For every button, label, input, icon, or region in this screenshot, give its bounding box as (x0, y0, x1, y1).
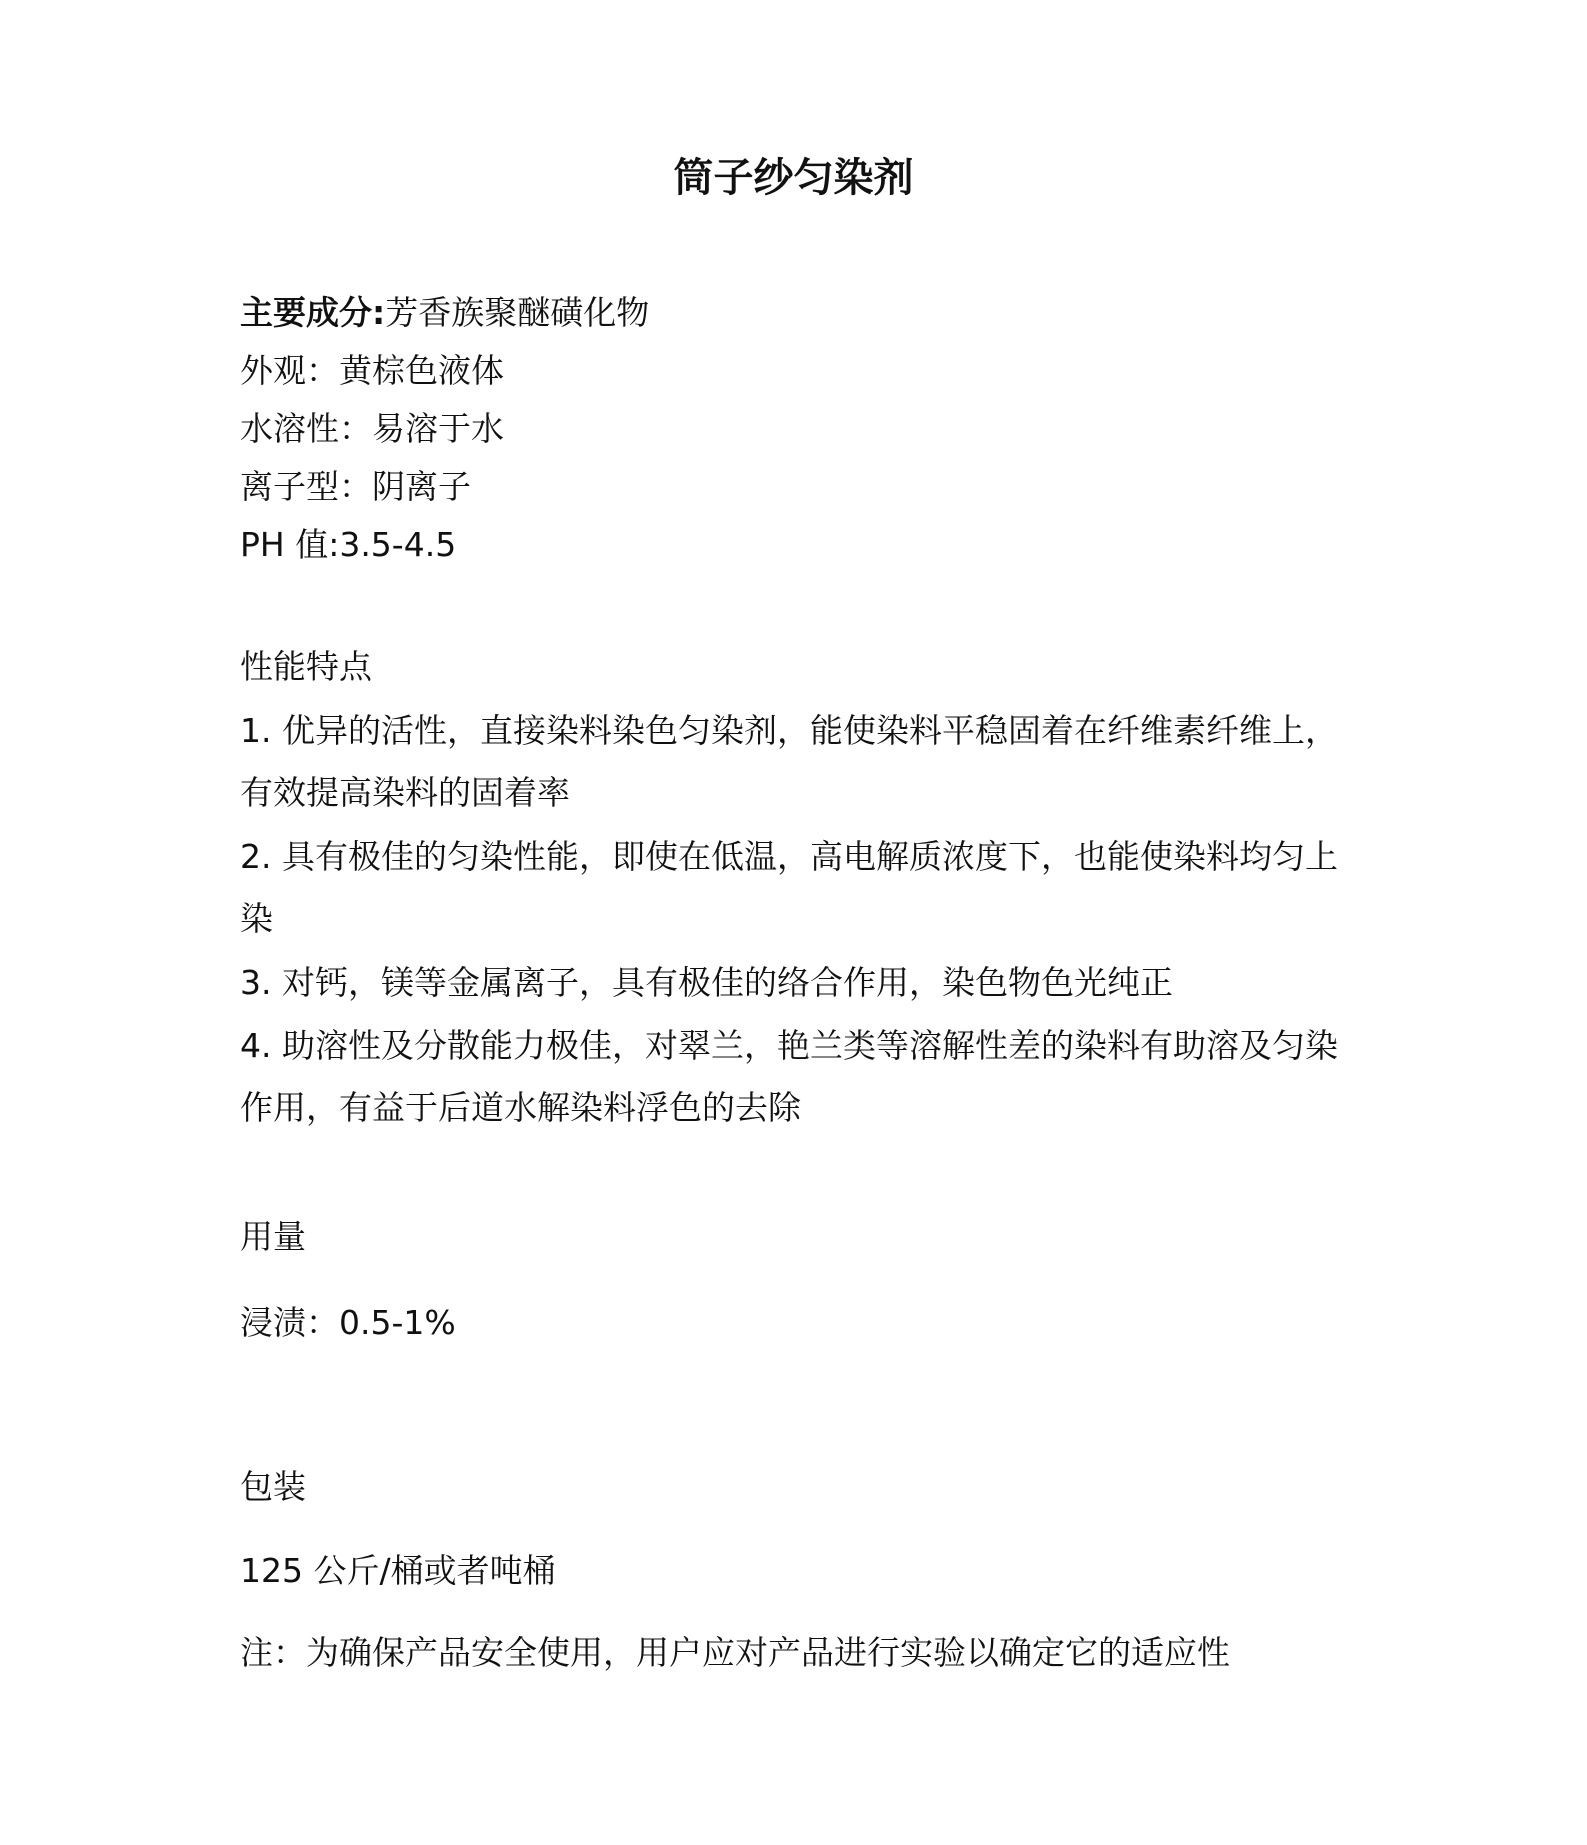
document-title: 筒子纱匀染剂 (673, 154, 914, 201)
packaging-value: 125 公斤/桶或者吨桶 (240, 1551, 556, 1590)
packaging-heading: 包装 (240, 1467, 306, 1506)
feature-item-1: 1. 优异的活性，直接染料染色匀染剂，能使染料平稳固着在纤维素纤维上，有效提高染料的固着率 (240, 711, 1338, 812)
main-component-line (240, 282, 1350, 344)
appearance-line: 外观：黄棕色液体 (240, 351, 504, 390)
dosage-heading: 用量 (240, 1217, 306, 1256)
feature-item-2: 2. 具有极佳的匀染性能，即使在低温，高电解质浓度下，也能使染料均匀上染 (240, 837, 1338, 938)
features-heading: 性能特点 (240, 647, 372, 686)
note-line: 注：为确保产品安全使用，用户应对产品进行实验以确定它的适应性 (240, 1633, 1230, 1672)
ionic-type-line: 离子型：阴离子 (240, 467, 471, 506)
dosage-value: 浸渍：0.5-1% (240, 1303, 456, 1342)
ph-line: PH 值:3.5-4.5 (240, 525, 457, 564)
main-component-value: 芳香族聚醚磺化物 (385, 293, 650, 332)
main-component-label: 主要成分: (240, 293, 386, 332)
feature-item-3: 3. 对钙，镁等金属离子，具有极佳的络合作用，染色物色光纯正 (240, 963, 1173, 1002)
solubility-line: 水溶性：易溶于水 (240, 409, 504, 448)
feature-item-4: 4. 助溶性及分散能力极佳，对翠兰，艳兰类等溶解性差的染料有助溶及匀染作用，有益于后道水解染料浮色的去除 (240, 1026, 1338, 1127)
